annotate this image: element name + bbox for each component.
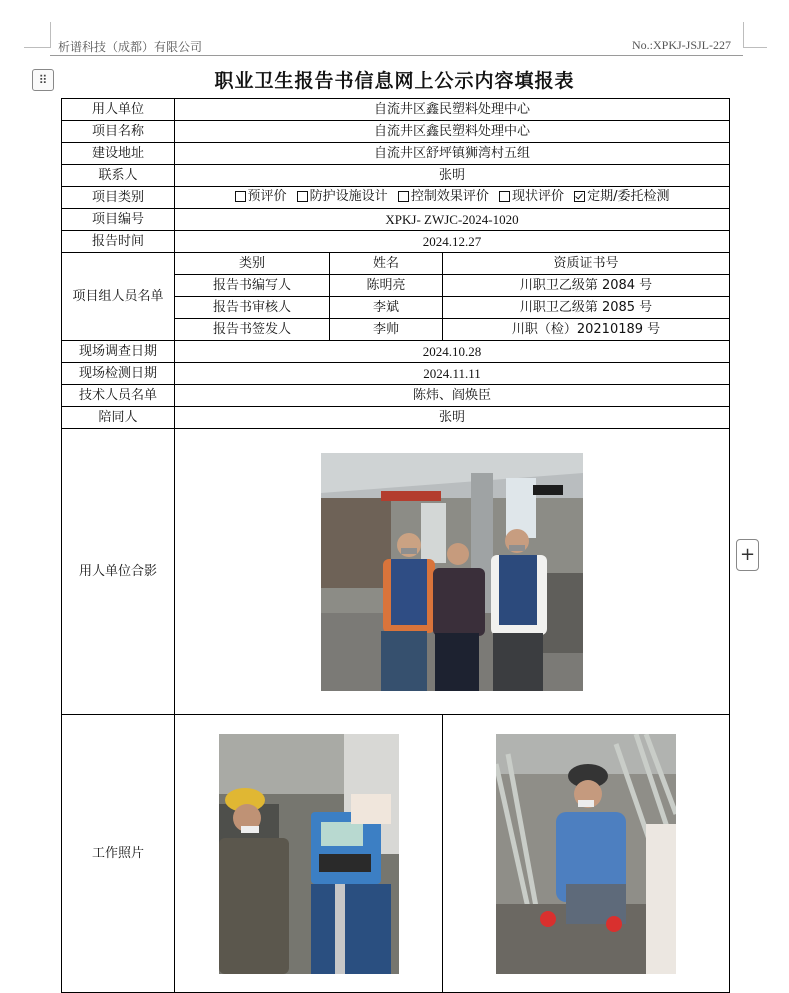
label-team: 项目组人员名单 <box>62 253 175 341</box>
label-group-photo: 用人单位合影 <box>62 429 175 715</box>
label-project-type: 项目类别 <box>62 187 175 209</box>
checkbox-periodic-detection[interactable]: 定期/委托检测 <box>574 189 669 204</box>
row-survey-date <box>62 341 730 363</box>
team-member-role[interactable]: 报告书签发人 <box>175 319 330 341</box>
team-member-role[interactable]: 报告书审核人 <box>175 297 330 319</box>
row-contact <box>62 165 730 187</box>
crop-mark <box>50 22 51 48</box>
page-title: 职业卫生报告书信息网上公示内容填报表 <box>214 70 575 92</box>
value-survey-date[interactable]: 2024.10.28 <box>175 341 730 363</box>
label-test-date: 现场检测日期 <box>62 363 175 385</box>
value-employer[interactable]: 自流井区鑫民塑料处理中心 <box>175 99 730 121</box>
value-project-name[interactable]: 自流井区鑫民塑料处理中心 <box>175 121 730 143</box>
value-accompany[interactable]: 张明 <box>175 407 730 429</box>
row-test-date <box>62 363 730 385</box>
label-address: 建设地址 <box>62 143 175 165</box>
crop-mark <box>743 22 744 48</box>
team-member-role[interactable]: 报告书编写人 <box>175 275 330 297</box>
checkbox-protection-design[interactable]: 防护设施设计 <box>297 189 388 204</box>
checkbox-checked-icon <box>574 191 585 202</box>
row-project-type <box>62 187 730 209</box>
info-form-table <box>61 98 730 993</box>
team-member-cert[interactable]: 川职卫乙级第 2084 号 <box>443 275 730 297</box>
row-group-photo <box>62 429 730 715</box>
team-header-cert: 资质证书号 <box>443 253 730 275</box>
project-type-options <box>175 187 730 209</box>
value-project-no[interactable]: XPKJ- ZWJC-2024-1020 <box>175 209 730 231</box>
team-header-row <box>62 253 730 275</box>
row-project-name <box>62 121 730 143</box>
team-member-name[interactable]: 李斌 <box>330 297 443 319</box>
label-tech-staff: 技术人员名单 <box>62 385 175 407</box>
team-member-cert[interactable]: 川职（检）20210189 号 <box>443 319 730 341</box>
team-member-name[interactable]: 李帅 <box>330 319 443 341</box>
crop-mark <box>24 47 50 48</box>
label-project-no: 项目编号 <box>62 209 175 231</box>
label-work-photos: 工作照片 <box>62 715 175 993</box>
checkbox-unchecked-icon <box>297 191 308 202</box>
row-employer <box>62 99 730 121</box>
checkbox-unchecked-icon <box>235 191 246 202</box>
company-name: 析谱科技（成都）有限公司 <box>58 40 203 54</box>
document-number: No.:XPKJ-JSJL-227 <box>631 38 731 52</box>
crop-mark <box>743 47 767 48</box>
work-photo-cell-2 <box>443 715 730 993</box>
row-work-photos <box>62 715 730 993</box>
group-photo-cell <box>175 429 730 715</box>
work-photo-1-image[interactable] <box>219 734 399 974</box>
checkbox-unchecked-icon <box>398 191 409 202</box>
value-address[interactable]: 自流井区舒坪镇狮湾村五组 <box>175 143 730 165</box>
label-accompany: 陪同人 <box>62 407 175 429</box>
work-photo-cell-1 <box>175 715 443 993</box>
team-member-cert[interactable]: 川职卫乙级第 2085 号 <box>443 297 730 319</box>
label-contact: 联系人 <box>62 165 175 187</box>
label-survey-date: 现场调查日期 <box>62 341 175 363</box>
row-address <box>62 143 730 165</box>
value-test-date[interactable]: 2024.11.11 <box>175 363 730 385</box>
team-header-role: 类别 <box>175 253 330 275</box>
label-project-name: 项目名称 <box>62 121 175 143</box>
label-report-time: 报告时间 <box>62 231 175 253</box>
label-employer: 用人单位 <box>62 99 175 121</box>
team-member-name[interactable]: 陈明亮 <box>330 275 443 297</box>
group-photo-image[interactable] <box>321 453 583 691</box>
checkbox-unchecked-icon <box>499 191 510 202</box>
checkbox-pre-evaluation[interactable]: 预评价 <box>235 189 287 204</box>
value-report-time[interactable]: 2024.12.27 <box>175 231 730 253</box>
table-move-handle-icon[interactable]: ⠿ <box>32 69 54 91</box>
work-photo-2-image[interactable] <box>496 734 676 974</box>
value-tech-staff[interactable]: 陈炜、阎焕臣 <box>175 385 730 407</box>
add-row-button[interactable]: + <box>736 539 759 571</box>
row-project-no <box>62 209 730 231</box>
row-accompany <box>62 407 730 429</box>
row-report-time <box>62 231 730 253</box>
value-contact[interactable]: 张明 <box>175 165 730 187</box>
header-divider <box>50 55 743 56</box>
checkbox-status-evaluation[interactable]: 现状评价 <box>499 189 564 204</box>
checkbox-control-effect[interactable]: 控制效果评价 <box>398 189 489 204</box>
row-tech-staff <box>62 385 730 407</box>
team-header-name: 姓名 <box>330 253 443 275</box>
